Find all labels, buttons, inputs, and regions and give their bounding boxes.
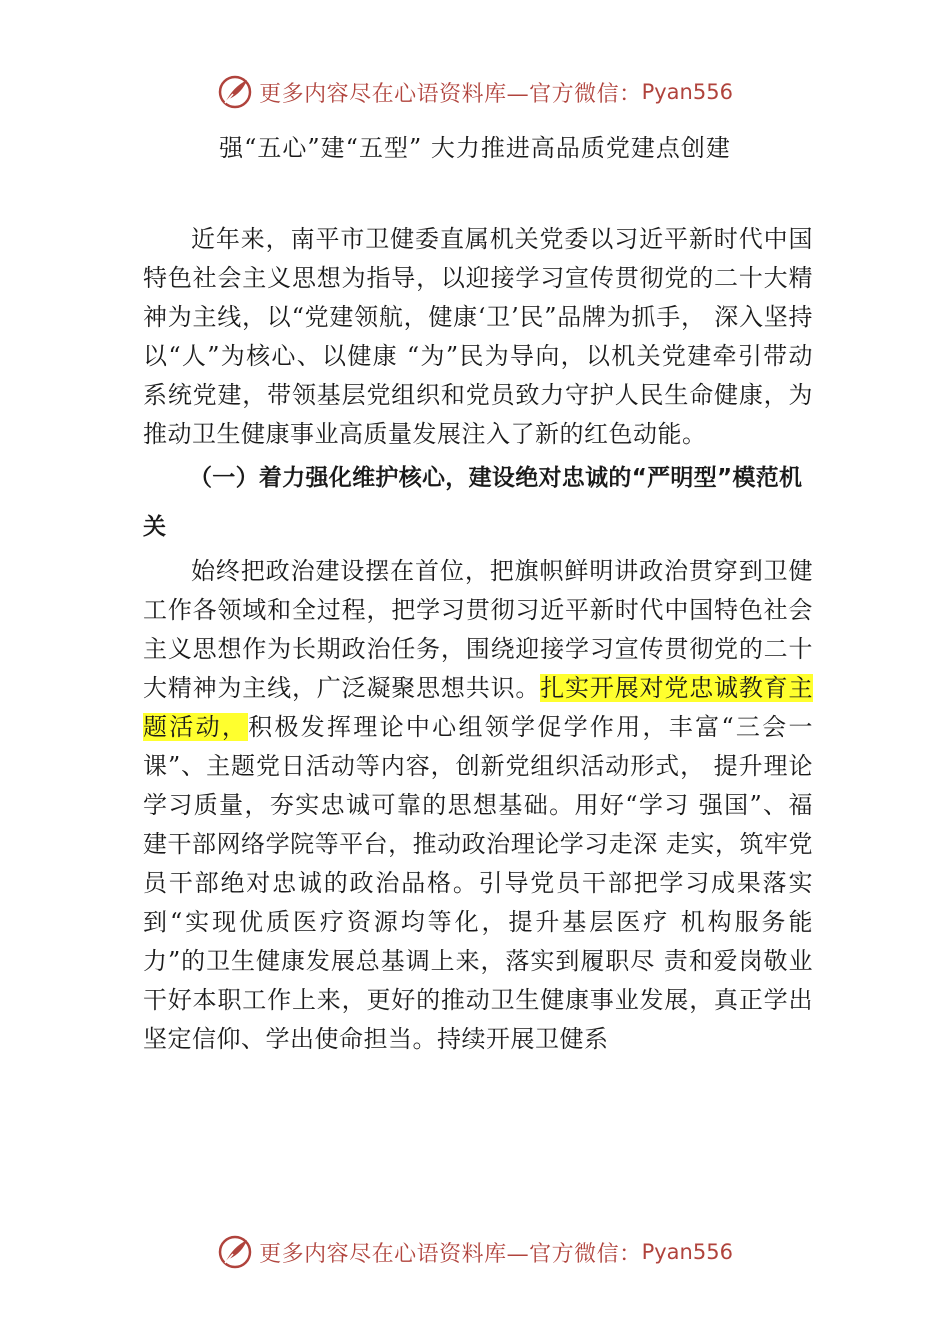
footer-banner: [0, 1230, 950, 1274]
document-title: 强“五心”建“五型” 大力推进高品质党建点创建: [219, 134, 731, 162]
feather-pen-logo-icon: [217, 1234, 253, 1270]
highlighted-text: 扎实开展对党忠诚教育主题活动，: [143, 674, 814, 741]
banner-text: 更多内容尽在心语资料库—官方微信：: [259, 81, 642, 107]
feather-pen-logo-icon: [217, 74, 253, 110]
banner-text: 更多内容尽在心语资料库—官方微信：: [259, 1241, 642, 1267]
banner-wechat-id: Pyan556: [641, 80, 733, 104]
intro-paragraph: 近年来，南平市卫健委直属机关党委以习近平新时代中国特色社会主义思想为指导，以迎接学习宣传贯彻党的二十大精神为主线，以“党建领航，健康‘卫’民”品牌为抓手， 深入坚持以“人”为核心、以健康 “为”民为导向，以机关党建牵引带动系统党建，带领基层党组织和党员致力守护人民生命健康，为推动卫生健康事业高质量发展注入了新的红色动能。: [143, 225, 813, 448]
section-heading: （一）着力强化维护核心，建设绝对忠诚的“严明型”模范机关: [143, 465, 803, 540]
section-paragraph: [143, 552, 813, 1059]
document-body: [143, 220, 813, 1059]
section-text-before: 始终把政治建设摆在首位，把旗帜鲜明讲政治贯穿到卫健工作各领域和全过程，把学习贯彻习近平新时代中国特色社会主义思想作为长期政治任务，围绕迎接学习宣传贯彻党的二十大精神为主线，广泛凝聚思想共识。: [143, 557, 813, 702]
section-text-after: 积极发挥理论中心组领学促学作用，丰富“三会一课”、主题党日活动等内容，创新党组织活动形式， 提升理论学习质量，夯实忠诚可靠的思想基础。用好“学习 强国”、福建干部网络学院等平台，推动政治理论学习走深 走实，筑牢党员干部绝对忠诚的政治品格。引导党员干部把学习成果落实到“实现优质医疗资源均等化，提升基层医疗 机构服务能力”的卫生健康发展总基调上来，落实到履职尽 责和爱岗敬业干好本职工作上来，更好的推动卫生健康事业发展，真正学出坚定信仰、学出使命担当。持续开展卫健系: [143, 713, 813, 1053]
header-banner: [0, 70, 950, 114]
banner-wechat-id: Pyan556: [641, 1240, 733, 1264]
